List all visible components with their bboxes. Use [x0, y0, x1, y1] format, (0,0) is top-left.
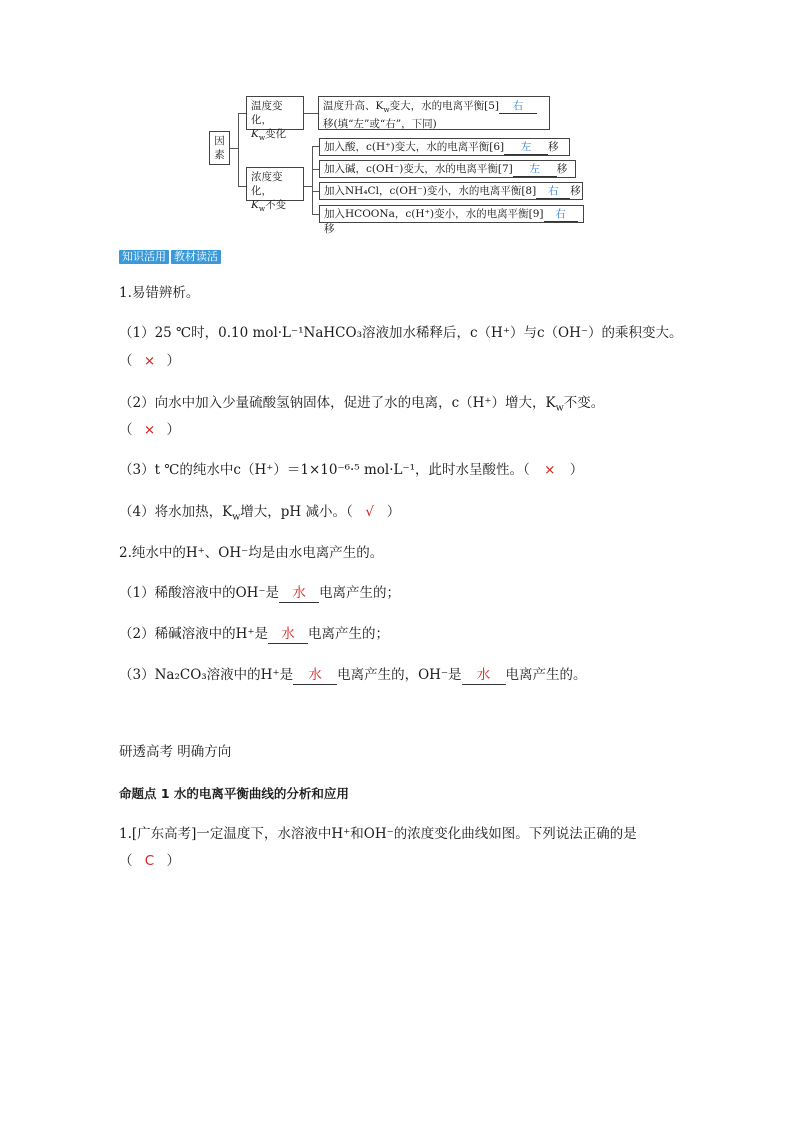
diagram-root-box	[209, 131, 230, 165]
s1-q3-text: （3）t ℃的纯水中c（H⁺）＝1×10⁻⁶·⁵ mol·L⁻¹，此时水呈酸性。（ × ）	[119, 462, 584, 478]
section-tags	[119, 245, 223, 264]
question-answer-line: （ C ）	[119, 853, 180, 869]
diagram-root-label: 因 素	[214, 135, 225, 161]
s1-q2-answer-line: （ × ）	[119, 422, 180, 438]
temp-rule-line2: 移(填“左”或“右”，下同)	[323, 118, 437, 131]
diagram-item-acid: 加入酸，c(H⁺)变大，水的电离平衡[6] 左 移	[319, 138, 570, 156]
temp-rule-answer: 右	[499, 99, 537, 114]
diagram-temp-branch	[246, 96, 304, 143]
temp-rule-line1: 温度升高、$K_w$变大，水的电离平衡[5] 右	[323, 99, 549, 117]
item-hcoona-answer: 右	[544, 207, 578, 222]
tag-textbook-read: 教材读活	[171, 250, 221, 264]
s2-q2: （2）稀碱溶液中的H⁺是 水 电离产生的；	[119, 626, 389, 642]
tag-knowledge-use: 知识活用	[119, 250, 169, 264]
question-text: 1.[广东高考]一定温度下，水溶液中H⁺和OH⁻的浓度变化曲线如图。下列说法正确的是	[119, 826, 637, 842]
temp-branch-line1: 温度变化，	[251, 100, 283, 126]
s1-q4-answer: √	[365, 504, 375, 520]
s1-q4-text: （4）将水加热，$K_w$增大，pH 减小。（ √ ）	[119, 504, 401, 523]
item-nh4cl-answer: 右	[536, 184, 570, 199]
diagram-conc-branch	[246, 167, 304, 214]
s1-q1-answer-line: （ × ）	[119, 353, 180, 369]
s1-q2-text: （2）向水中加入少量硫酸氢钠固体，促进了水的电离，c（H⁺）增大，$K_w$不变。	[119, 395, 605, 414]
section2-title: 2.纯水中的H⁺、OH⁻均是由水电离产生的。	[119, 545, 384, 561]
s1-q3-answer: ×	[544, 462, 556, 478]
item-acid-answer: 左	[504, 140, 548, 155]
topic-title: 命题点 1 水的电离平衡曲线的分析和应用	[119, 786, 349, 801]
diagram-item-hcoona: 加入HCOONa，c(H⁺)变小，水的电离平衡[9] 右移	[319, 205, 584, 223]
s2-q3: （3）Na₂CO₃溶液中的H⁺是 水 电离产生的，OH⁻是 水 电离产生的。	[119, 667, 587, 683]
question-answer: C	[144, 853, 155, 869]
diagram-item-base: 加入碱，c(OH⁻)变大，水的电离平衡[7] 左 移	[319, 160, 576, 178]
diagram-temp-rule	[318, 96, 550, 130]
s2-q3-answer2: 水	[462, 666, 506, 685]
item-base-answer: 左	[513, 162, 557, 177]
conc-branch-line2: $K_w$不变	[251, 199, 287, 214]
s2-q1-answer: 水	[279, 584, 319, 603]
section-heading: 研透高考 明确方向	[119, 744, 232, 760]
s1-q2-answer: ×	[143, 422, 156, 438]
s1-q1-text: （1）25 ℃时，0.10 mol·L⁻¹NaHCO₃溶液加水稀释后，c（H⁺）与c（OH⁻）的乘积变大。	[119, 325, 683, 341]
conc-branch-line1: 浓度变化，	[251, 171, 283, 197]
s2-q1: （1）稀酸溶液中的OH⁻是 水 电离产生的；	[119, 585, 401, 601]
temp-branch-line2: $K_w$变化	[251, 128, 287, 143]
s2-q2-answer: 水	[268, 625, 308, 644]
s2-q3-answer1: 水	[293, 666, 337, 685]
diagram-item-nh4cl: 加入NH₄Cl，c(OH⁻)变小，水的电离平衡[8] 右 移	[319, 182, 583, 200]
section1-title: 1.易错辨析。	[119, 285, 200, 301]
s1-q1-answer: ×	[143, 353, 156, 369]
